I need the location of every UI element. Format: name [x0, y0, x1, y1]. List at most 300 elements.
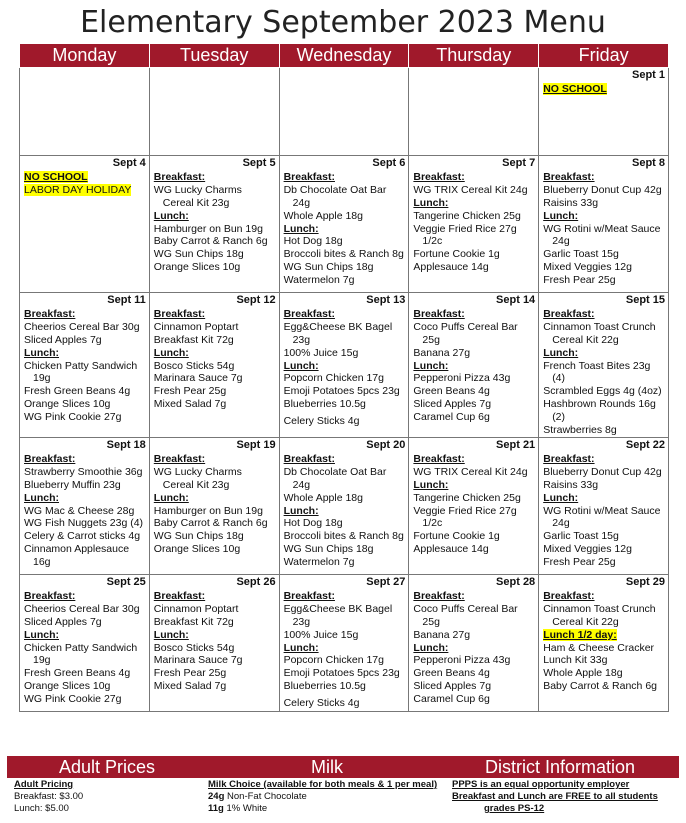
meal-heading: Breakfast: [543, 307, 595, 320]
menu-item: Lunch Kit 33g [543, 654, 608, 667]
menu-item: WG TRIX Cereal Kit 24g [413, 465, 528, 478]
calendar-body [20, 68, 669, 712]
menu-line [413, 184, 535, 197]
day-cell [279, 293, 409, 438]
menu-line [154, 372, 276, 385]
menu-line [543, 556, 665, 569]
meal-heading: Breakfast: [153, 307, 206, 320]
menu-item: Veggie Fried Rice 27g 1/2c [413, 222, 517, 248]
menu-line [413, 530, 535, 543]
menu-item: French Toast Bites 23g (4) [543, 359, 651, 385]
menu-item: Sliced Apples 7g [413, 398, 492, 411]
menu-line [543, 197, 665, 210]
menu-line [154, 171, 276, 184]
district-line: grades PS-12 [484, 803, 545, 814]
week-row [20, 68, 669, 156]
menu-line [543, 466, 665, 479]
menu-line [154, 248, 276, 261]
menu-line [154, 680, 276, 693]
meal-heading: Lunch: [24, 491, 59, 504]
menu-line [154, 466, 276, 492]
day-cell [409, 156, 539, 293]
menu-line [24, 517, 146, 530]
menu-item: Coco Puffs Cereal Bar 25g [413, 320, 518, 346]
menu-item: Breakfast Kit 72g [153, 333, 234, 346]
menu-item: WG Rotini w/Meat Sauce 24g [543, 504, 661, 530]
adult-pricing-title: Adult Pricing [14, 779, 74, 790]
menu-line [284, 360, 406, 373]
menu-line [154, 505, 276, 518]
menu-line [413, 261, 535, 274]
menu-line [154, 667, 276, 680]
menu-line [413, 466, 535, 479]
menu-item: Fresh Pear 25g [153, 667, 227, 680]
meal-heading: Breakfast: [413, 452, 465, 465]
meal-heading: Breakfast: [283, 170, 335, 183]
menu-item: Applesauce 14g [413, 543, 489, 556]
menu-item: Blueberries 10.5g [283, 398, 366, 411]
menu-item: Cinnamon Poptart [153, 602, 239, 615]
menu-item: Raisins 33g [543, 478, 599, 491]
date-label: Sept 29 [625, 575, 665, 588]
menu-item: Green Beans 4g [413, 667, 490, 680]
menu-line [284, 654, 406, 667]
menu-line [24, 360, 146, 386]
menu-line [24, 680, 146, 693]
milk-type: Non-Fat Chocolate [224, 791, 307, 802]
menu-item: Broccoli bites & Ranch 8g [283, 248, 404, 261]
meal-heading: Lunch: [543, 491, 579, 504]
menu-line [413, 223, 535, 249]
menu-line [543, 424, 665, 437]
date-label: Sept 4 [112, 157, 146, 169]
meal-heading: Lunch: [413, 196, 449, 209]
menu-line [24, 616, 146, 629]
menu-item: Pepperoni Pizza 43g [413, 654, 511, 667]
menu-line [24, 453, 146, 466]
meal-heading: Lunch: [153, 491, 189, 504]
menu-item: Whole Apple 18g [283, 491, 363, 504]
menu-line [543, 274, 665, 287]
menu-item: Cheerios Cereal Bar 30g [24, 320, 140, 333]
menu-item: Bosco Sticks 54g [153, 359, 235, 372]
menu-line [413, 411, 535, 424]
meal-heading: Breakfast: [543, 452, 595, 465]
menu-line [154, 261, 276, 274]
menu-item: Hot Dog 18g [283, 235, 343, 248]
menu-item: Hot Dog 18g [283, 517, 343, 530]
menu-line [413, 171, 535, 184]
menu-item: Breakfast Kit 72g [153, 615, 234, 628]
menu-item: Green Beans 4g [413, 385, 490, 398]
menu-line [413, 667, 535, 680]
meal-heading: Breakfast: [24, 452, 76, 465]
menu-line [24, 385, 146, 398]
menu-line [543, 590, 665, 603]
day-cell [149, 68, 279, 156]
menu-item: Pepperoni Pizza 43g [413, 372, 511, 385]
week-row [20, 156, 669, 293]
date-label: Sept 27 [366, 575, 406, 588]
day-header: Tuesday [149, 44, 279, 68]
menu-line [413, 453, 535, 466]
district-block [452, 779, 658, 815]
menu-item: WG Fish Nuggets 23g (4) [24, 517, 144, 530]
date-label: Sept 5 [242, 157, 276, 169]
menu-item: Emoji Potatoes 5pcs 23g [283, 385, 400, 398]
menu-line [284, 680, 406, 693]
menu-item: Whole Apple 18g [543, 667, 623, 680]
day-cell [149, 156, 279, 293]
menu-line [284, 505, 406, 518]
day-cell [149, 293, 279, 438]
menu-item: Fresh Green Beans 4g [24, 667, 131, 680]
menu-item: WG Sun Chips 18g [153, 248, 244, 261]
menu-item: Blueberry Donut Cup 42g [543, 183, 662, 196]
menu-item: Fortune Cookie 1g [413, 530, 500, 543]
menu-line [284, 398, 406, 411]
menu-item: Baby Carrot & Ranch 6g [153, 235, 268, 248]
menu-line [284, 530, 406, 543]
meal-heading: Lunch 1/2 day: [543, 628, 617, 641]
day-cell [279, 68, 409, 156]
date-label: Sept 22 [625, 438, 665, 451]
day-header: Friday [539, 44, 669, 68]
menu-item: WG Sun Chips 18g [283, 543, 374, 556]
menu-item: Fresh Pear 25g [543, 274, 616, 287]
menu-item: WG Pink Cookie 27g [24, 693, 122, 706]
footer-banner [7, 756, 679, 778]
menu-line [24, 321, 146, 334]
menu-item: Marinara Sauce 7g [153, 654, 243, 667]
menu-line [284, 667, 406, 680]
menu-item: Cheerios Cereal Bar 30g [24, 602, 140, 615]
milk-option [208, 791, 437, 803]
meal-heading: Breakfast: [153, 589, 206, 602]
menu-line [24, 603, 146, 616]
day-cell [539, 574, 669, 711]
day-header-row [20, 44, 669, 68]
menu-item: Egg&Cheese BK Bagel 23g [283, 602, 393, 628]
menu-item: Banana 27g [413, 628, 471, 641]
day-header: Monday [20, 44, 150, 68]
menu-item: Broccoli bites & Ranch 8g [283, 530, 404, 543]
menu-line [543, 453, 665, 466]
date-label: Sept 7 [502, 157, 536, 169]
menu-line [543, 171, 665, 184]
date-label: Sept 11 [107, 294, 146, 306]
menu-line [413, 590, 535, 603]
menu-item: Db Chocolate Oat Bar 24g [283, 465, 387, 491]
milk-sugar: 11g [208, 803, 224, 814]
menu-line [154, 308, 276, 321]
menu-line [154, 360, 276, 373]
day-cell [409, 293, 539, 438]
menu-line [154, 321, 276, 334]
day-cell [149, 437, 279, 574]
day-cell [149, 574, 279, 711]
menu-line [284, 543, 406, 556]
menu-line [154, 629, 276, 642]
menu-line [284, 556, 406, 569]
district-line: Breakfast and Lunch are FREE to all students [452, 791, 658, 802]
day-cell [20, 574, 150, 711]
meal-heading: Lunch: [283, 504, 319, 517]
menu-line [284, 372, 406, 385]
menu-line [543, 603, 665, 629]
menu-line [413, 321, 535, 347]
menu-line [413, 385, 535, 398]
menu-line [284, 415, 406, 428]
menu-line [543, 629, 665, 642]
menu-line [543, 248, 665, 261]
date-label: Sept 26 [236, 575, 276, 588]
menu-line [284, 223, 406, 236]
menu-item: WG Mac & Cheese 28g [24, 504, 135, 517]
menu-line [413, 360, 535, 373]
menu-line [284, 210, 406, 223]
menu-item: Tangerine Chicken 25g [413, 209, 521, 222]
menu-line [24, 466, 146, 479]
menu-line [413, 680, 535, 693]
day-cell [279, 437, 409, 574]
menu-line [154, 492, 276, 505]
menu-line [154, 603, 276, 616]
day-cell [20, 437, 150, 574]
menu-item: Applesauce 14g [413, 261, 489, 274]
menu-line [154, 385, 276, 398]
menu-item: Fresh Pear 25g [543, 556, 616, 569]
menu-line [413, 248, 535, 261]
footer-heading-milk: Milk [311, 757, 343, 777]
menu-item: Chicken Patty Sandwich 19g [24, 641, 138, 667]
menu-line [284, 697, 406, 710]
menu-item: Fresh Pear 25g [153, 385, 227, 398]
menu-item: Mixed Veggies 12g [543, 543, 632, 556]
menu-item: WG Sun Chips 18g [153, 530, 244, 543]
menu-item: Chicken Patty Sandwich 19g [24, 359, 138, 385]
menu-line [413, 505, 535, 531]
menu-line [543, 543, 665, 556]
day-header: Thursday [409, 44, 539, 68]
menu-line [154, 184, 276, 210]
menu-item: Garlic Toast 15g [543, 530, 619, 543]
menu-item: Baby Carrot & Ranch 6g [543, 680, 657, 693]
menu-line [543, 505, 665, 531]
menu-line [413, 347, 535, 360]
menu-line [543, 492, 665, 505]
menu-line [154, 642, 276, 655]
meal-heading: Breakfast: [153, 452, 206, 465]
menu-item: Celery Sticks 4g [283, 415, 360, 428]
meal-heading: Lunch: [283, 359, 319, 372]
menu-line [24, 693, 146, 706]
date-label: Sept 8 [631, 157, 665, 169]
menu-line [284, 248, 406, 261]
menu-line [543, 308, 665, 321]
meal-heading: Breakfast: [543, 170, 595, 183]
menu-line [24, 492, 146, 505]
menu-line [24, 590, 146, 603]
menu-item: WG Sun Chips 18g [283, 261, 374, 274]
menu-line [543, 654, 665, 667]
week-row [20, 574, 669, 711]
menu-item: Cinnamon Toast Crunch Cereal Kit 22g [543, 320, 656, 346]
day-header: Wednesday [279, 44, 409, 68]
menu-item: Emoji Potatoes 5pcs 23g [283, 667, 400, 680]
menu-line [154, 616, 276, 629]
day-cell [409, 68, 539, 156]
adult-price-line: Lunch: $5.00 [14, 803, 69, 814]
menu-line [284, 171, 406, 184]
milk-block [208, 779, 437, 815]
meal-heading: Breakfast: [283, 589, 335, 602]
menu-line [284, 347, 406, 360]
menu-line [284, 517, 406, 530]
menu-line [413, 629, 535, 642]
menu-calendar [19, 44, 669, 712]
menu-line [24, 411, 146, 424]
menu-line [284, 235, 406, 248]
meal-heading: Lunch: [153, 209, 189, 222]
menu-line [284, 308, 406, 321]
menu-line [154, 223, 276, 236]
menu-line [543, 184, 665, 197]
menu-line [24, 347, 146, 360]
menu-item: Mixed Veggies 12g [543, 261, 632, 274]
menu-item: Tangerine Chicken 25g [413, 491, 521, 504]
menu-item: Caramel Cup 6g [413, 693, 490, 706]
date-label: Sept 14 [496, 294, 536, 306]
menu-line [24, 479, 146, 492]
day-cell [539, 293, 669, 438]
menu-line [24, 543, 146, 569]
menu-line [543, 83, 665, 96]
menu-line [413, 398, 535, 411]
meal-heading: Breakfast: [543, 589, 595, 602]
meal-heading: Lunch: [24, 346, 59, 359]
menu-line [543, 385, 665, 398]
menu-item: 100% Juice 15g [283, 346, 359, 359]
menu-item: Celery Sticks 4g [283, 697, 360, 710]
menu-item: Banana 27g [413, 346, 471, 359]
menu-line [413, 603, 535, 629]
menu-line [154, 590, 276, 603]
menu-item: Bosco Sticks 54g [153, 641, 235, 654]
menu-item: LABOR DAY HOLIDAY [24, 183, 132, 196]
menu-item: WG Lucky Charms Cereal Kit 23g [153, 183, 242, 209]
menu-line [284, 385, 406, 398]
menu-item: Orange Slices 10g [153, 543, 241, 556]
day-cell [409, 574, 539, 711]
menu-item: Caramel Cup 6g [413, 411, 490, 424]
day-cell [539, 68, 669, 156]
menu-line [284, 261, 406, 274]
menu-item: Sliced Apples 7g [24, 615, 102, 628]
menu-item: Strawberry Smoothie 36g [24, 465, 143, 478]
meal-heading: Lunch: [24, 628, 59, 641]
footer-heading-district: District Information [485, 757, 636, 777]
district-line: PPPS is an equal opportunity employer [452, 779, 630, 790]
meal-heading: Breakfast: [283, 307, 335, 320]
page-title: Elementary September 2023 Menu [80, 5, 606, 40]
menu-line [413, 308, 535, 321]
menu-item: Egg&Cheese BK Bagel 23g [283, 320, 393, 346]
menu-item: Hamburger on Bun 19g [153, 222, 263, 235]
menu-line [413, 479, 535, 492]
day-cell [279, 156, 409, 293]
menu-line [24, 667, 146, 680]
menu-item: Orange Slices 10g [153, 261, 241, 274]
menu-item: Ham & Cheese Cracker [543, 641, 655, 654]
menu-item: Mixed Salad 7g [153, 680, 227, 693]
meal-heading: Lunch: [283, 641, 319, 654]
menu-line [154, 530, 276, 543]
menu-line [284, 590, 406, 603]
menu-line [154, 235, 276, 248]
menu-item: Watermelon 7g [283, 556, 355, 569]
meal-heading: Lunch: [153, 346, 189, 359]
menu-line [154, 453, 276, 466]
menu-item: Orange Slices 10g [24, 398, 111, 411]
menu-item: Db Chocolate Oat Bar 24g [283, 183, 387, 209]
menu-line [543, 261, 665, 274]
menu-item: Cinnamon Toast Crunch Cereal Kit 22g [543, 602, 656, 628]
meal-heading: Breakfast: [24, 589, 76, 602]
menu-line [24, 629, 146, 642]
menu-item: Marinara Sauce 7g [153, 372, 243, 385]
meal-heading: Lunch: [283, 222, 319, 235]
meal-heading: Breakfast: [283, 452, 335, 465]
menu-line [543, 223, 665, 249]
menu-line [543, 530, 665, 543]
menu-item: 100% Juice 15g [283, 628, 359, 641]
milk-type: 1% White [223, 803, 268, 814]
date-label: Sept 12 [236, 294, 276, 306]
menu-line [543, 398, 665, 424]
menu-line [543, 642, 665, 655]
menu-item: Fresh Green Beans 4g [24, 385, 131, 398]
menu-item: Celery & Carrot sticks 4g [24, 530, 141, 543]
menu-item: Blueberry Muffin 23g [24, 478, 121, 491]
meal-heading: NO SCHOOL [543, 82, 607, 95]
date-label: Sept 15 [625, 294, 665, 306]
date-label: Sept 28 [496, 575, 536, 588]
menu-line [284, 274, 406, 287]
menu-line [24, 398, 146, 411]
meal-heading: Lunch: [413, 641, 449, 654]
menu-line [543, 321, 665, 347]
menu-item: Mixed Salad 7g [153, 398, 227, 411]
day-cell [539, 156, 669, 293]
menu-item: WG Pink Cookie 27g [24, 411, 122, 424]
menu-line [413, 197, 535, 210]
meal-heading: Breakfast: [24, 307, 76, 320]
milk-sugar: 24g [208, 791, 225, 802]
adult-price-line: Breakfast: $3.00 [14, 791, 84, 802]
menu-item: Popcorn Chicken 17g [283, 372, 384, 385]
menu-line [154, 334, 276, 347]
meal-heading: Breakfast: [153, 170, 206, 183]
menu-line [24, 171, 146, 184]
day-cell [20, 68, 150, 156]
milk-title: Milk Choice (available for both meals & 1 per meal) [208, 779, 438, 790]
menu-item: Hashbrown Rounds 16g (2) [543, 398, 656, 424]
date-label: Sept 18 [106, 438, 146, 451]
day-cell [409, 437, 539, 574]
menu-line [154, 210, 276, 223]
footer-heading-adult: Adult Prices [59, 757, 156, 777]
